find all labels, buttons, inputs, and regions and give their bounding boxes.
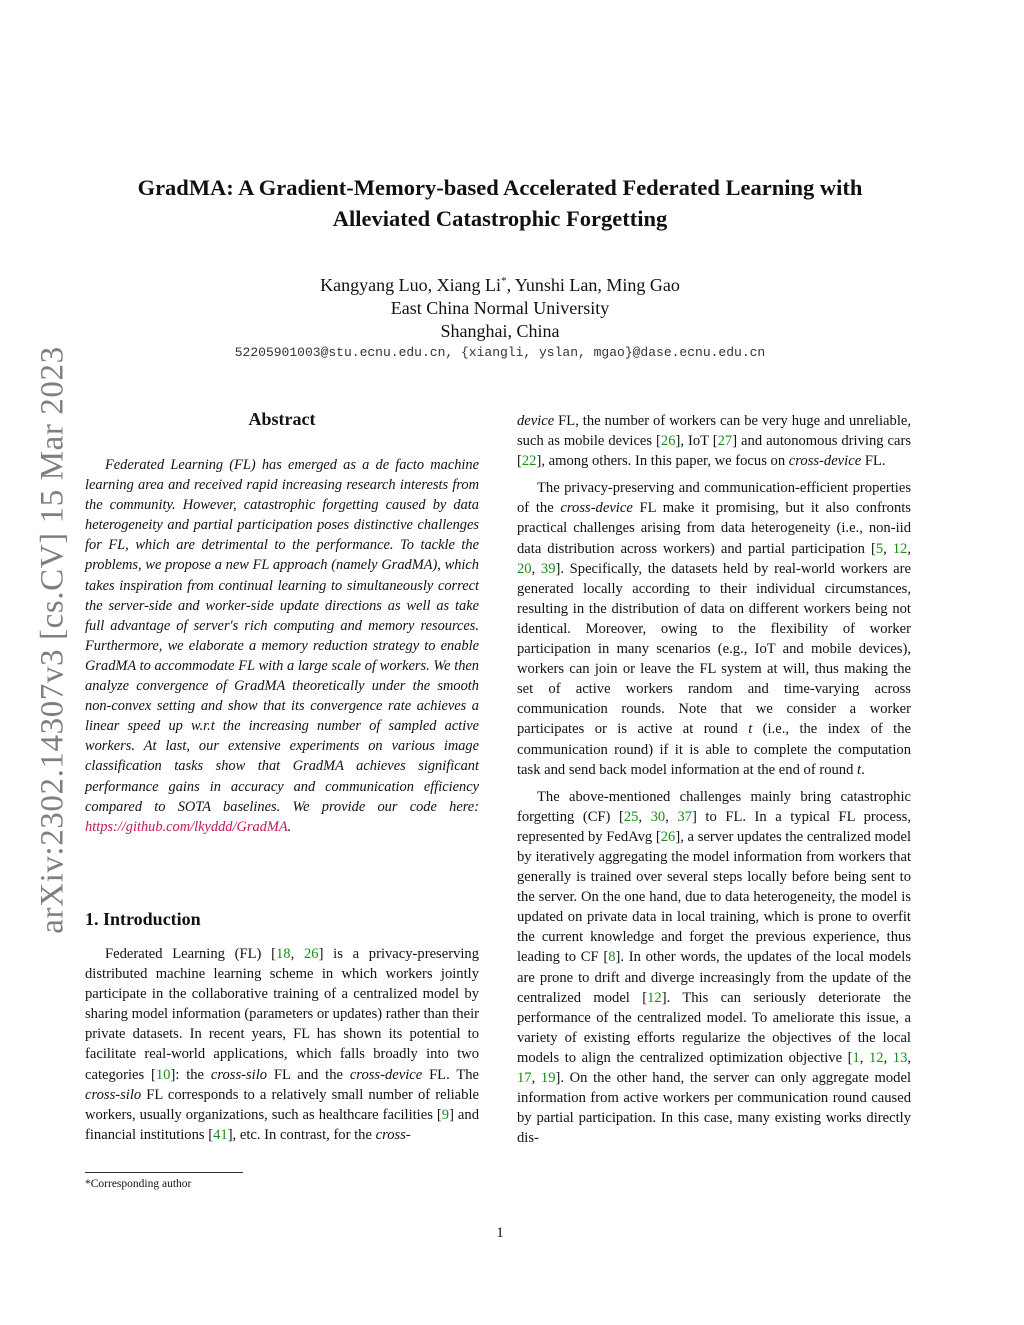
author-names: Kangyang Luo, Xiang Li*, Yunshi Lan, Ming Gao	[320, 275, 680, 295]
paper-title	[80, 172, 920, 234]
citation-link[interactable]: 1	[852, 1049, 860, 1066]
citation-link[interactable]: 12	[647, 989, 662, 1006]
citation-link[interactable]: 22	[521, 453, 537, 470]
citation-link[interactable]: 26	[303, 946, 319, 962]
citation-link[interactable]: 13	[892, 1049, 908, 1066]
citation-link[interactable]: 12	[892, 540, 908, 557]
arxiv-identifier-stamp: arXiv:2302.14307v3 [cs.CV] 15 Mar 2023	[34, 346, 71, 934]
author-emails: 52205901003@stu.ecnu.edu.cn, {xiangli, yslan, mgao}@dase.ecnu.edu.cn	[234, 345, 766, 360]
section-heading-introduction: 1. Introduction	[85, 909, 201, 929]
citation-link[interactable]: 17	[517, 1070, 532, 1086]
citation-link[interactable]: 5	[875, 540, 884, 557]
title-line-2: Alleviated Catastrophic Forgetting	[332, 206, 668, 231]
citation-link[interactable]: 26	[660, 433, 676, 450]
citation-link[interactable]: 41	[213, 1126, 228, 1143]
citation-link[interactable]: 18	[276, 946, 291, 962]
citation-link[interactable]: 26	[660, 828, 676, 845]
paragraph: device FL, the number of workers can be very huge and unreliable, such as mobile devices [26], IoT [27] and autonomous driving cars [22], among others. In this paper, we focus on cross-device FL.	[517, 413, 911, 470]
page-number: 1	[496, 1225, 504, 1241]
abstract-body: Federated Learning (FL) has emerged as a de facto machine learning area and received rapid increasing research interests from the community. However, catastrophic forgetting caused by data heterogeneity and partial participation poses distinctive challenges for FL, which are detrimental to the performance. To tackle the problems, we propose a new FL approach (namely GradMA), which takes inspiration from continual learning to simultaneously correct the server-side and worker-side update directions as well as take full advantage of server's rich computing and memory resources. Furthermore, we elaborate a memory reduction strategy to enable GradMA to accommodate FL with a large scale of workers. We then analyze convergence of GradMA theoretically under the smooth non-convex setting and show that its convergence rate achieves a linear speed up w.r.t the increasing number of sampled active workers. At last, our extensive experiments on various image classification tasks show that GradMA achieves significant performance gains in accuracy and communication efficiency compared to SOTA baselines. We provide our code here: https://github.com/lkyddd/GradMA.	[85, 457, 479, 835]
citation-link[interactable]: 12	[868, 1049, 884, 1066]
right-column-text	[517, 411, 911, 1148]
citation-link[interactable]: 19	[540, 1070, 556, 1086]
paragraph: The privacy-preserving and communication-efficient properties of the cross-device FL make it promising, but it also confronts practical challenges arising from data heterogeneity (i.e., non-iid data distribution across workers) and partial participation [5, 12, 20, 39]. Specifically, the datasets held by real-world workers are generated locally according to their individual circumstances, resulting in the distribution of data on different workers being not identical. Moreover, owing to the flexibility of worker participation in many scenarios (e.g., IoT and mobile devices), workers can join or leave the FL system at will, thus making the set of active workers random and time-varying across communication rounds. Note that we consider a worker participates or is active at round t (i.e., the index of the communication round) if it is able to complete the computation task and send back model information at the end of round t.	[517, 480, 911, 778]
citation-link[interactable]: 9	[441, 1106, 450, 1123]
introduction-paragraph: Federated Learning (FL) [18, 26] is a privacy-preserving distributed machine learning scheme in which workers jointly participate in the collaborative training of a centralized model by sharing model information (parameters or updates) rather than their private datasets. In recent years, FL has shown its potential to facilitate real-world applications, which falls broadly into two categories [10]: the cross-silo FL and the cross-device FL. The cross-silo FL corresponds to a relatively small number of reliable workers, usually organizations, such as healthcare facilities [9] and financial institutions [41], etc. In contrast, for the cross-	[85, 946, 480, 1143]
citation-link[interactable]: 10	[155, 1066, 171, 1083]
citation-link[interactable]: 8	[608, 949, 616, 966]
location: Shanghai, China	[440, 321, 560, 341]
citation-link[interactable]: 37	[677, 808, 693, 825]
citation-link[interactable]: 25	[623, 808, 639, 825]
code-link[interactable]: https://github.com/lkyddd/GradMA	[85, 818, 288, 835]
citation-link[interactable]: 39	[540, 560, 556, 577]
footnote: *Corresponding author	[85, 1178, 192, 1190]
author-block	[80, 270, 920, 343]
paragraph: The above-mentioned challenges mainly bring catastrophic forgetting (CF) [25, 30, 37] to FL. In a typical FL process, represented by FedAvg [26], a server updates the centralized model by iteratively aggregating the model information from workers that generally is trained over several steps locally before being sent to the server. On the one hand, due to data heterogeneity, the model is updated on private data in local training, which is prone to overfit the current knowledge and forget the previous experience, thus leading to CF [8]. In other words, the updates of the local models are prone to drift and diverge increasingly from the update of the centralized model [12]. This can seriously deteriorate the performance of the centralized model. To ameliorate this issue, a variety of existing efforts regularize the objectives of the local models to align the centralized optimization objective [1, 12, 13, 17, 19]. On the other hand, the server can only aggregate model information from active workers per communication round caused by partial participation. In this case, many existing works directly dis-	[517, 788, 912, 1147]
title-line-1: GradMA: A Gradient-Memory-based Accelerated Federated Learning with	[137, 175, 863, 200]
affiliation: East China Normal University	[390, 298, 610, 318]
footnote-divider	[85, 1172, 243, 1173]
citation-link[interactable]: 27	[717, 433, 733, 450]
citation-link[interactable]: 20	[517, 560, 532, 577]
abstract-heading: Abstract	[248, 409, 316, 429]
citation-link[interactable]: 30	[650, 808, 666, 825]
